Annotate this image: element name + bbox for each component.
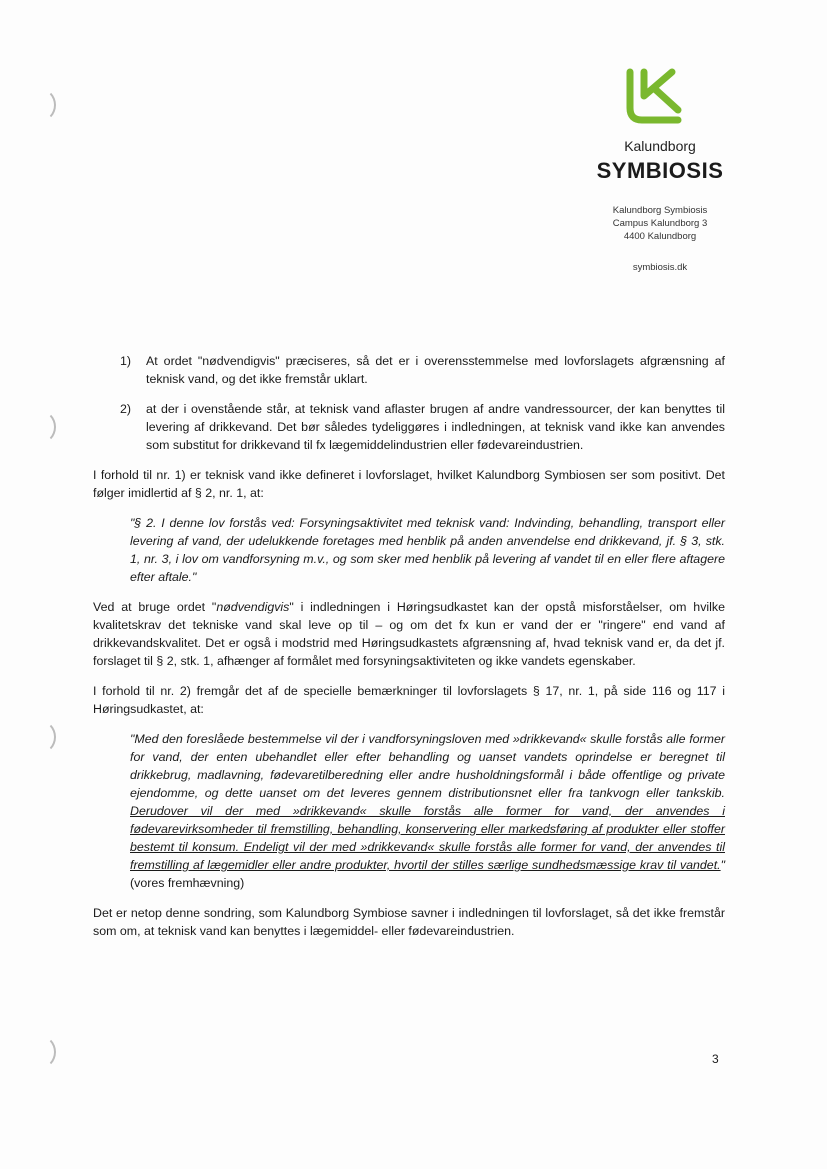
quoted-remarks — [130, 730, 725, 892]
brand-name: Kalundborg — [624, 138, 696, 154]
paragraph-text: Ved at bruge ordet " — [93, 600, 217, 614]
brand-title: SYMBIOSIS — [596, 158, 724, 183]
website-link[interactable]: symbiosis.dk — [632, 262, 688, 273]
list-number: 2) — [120, 402, 132, 416]
quote-text: "Med den foreslåede bestemmelse vil der i vandforsyningsloven med »drikkevand« skulle forstås alle former for vand, der enten ubehandlet eller efter behandling og uanset vandets oprindelse er beregnet til drikkebrug, madlavning, fødevaretilberedning eller andre husholdningsformål i både offentlige og private ejendomme, og dette uanset om det leveres gennem distributionsnet eller fra tankvogn eller tankskib. — [130, 732, 725, 800]
emphasis-note: (vores fremhævning) — [130, 876, 245, 890]
quote-underlined-text: Derudover vil der med »drikkevand« skulle forstås alle former for vand, der anvendes i fødevarevirksomheder til fremstilling, behandling, konservering eller markedsføring af produkter eller stoffer bestemt til konsum. Endeligt vil der med »drikkevand« skulle forstås alle former for vand, der anvendes til fremstilling af lægemidler eller andre produkter, hvortil der stilles særlige sundhedsmæssige krav til vandet. — [130, 804, 725, 872]
quoted-law-text: "§ 2. I denne lov forstås ved: Forsyningsaktivitet med teknisk vand: Indvinding, behandling, transport eller levering af vand, der udelukkende foretages med henblik på anden anvendelse end drikkevand, jf. § 3, stk. 1, nr. 3, i lov om vandforsyning m.v., og som sker med henblik på levering af vandet til en eller flere aftagere efter aftale." — [130, 516, 725, 584]
paragraph-text: " i indledningen i Høringsudkastet kan der opstå misforståelser, om hvilke kvalitetskrav det tekniske vand skal leve op til – og om det fx kun er vand der er "ringere" end vand af drikkevandskvalitet. Det er også i modstrid med Høringsudkastets afgrænsning af, hvad teknisk vand er, da det jf. forslaget til § 2, stk. 1, afhænger af formålet med forsyningsaktiviteten og ikke vandets egenskaber. — [93, 600, 725, 668]
punch-hole-mark — [24, 410, 56, 444]
paragraph: Det er netop denne sondring, som Kalundborg Symbiose savner i indledningen til lovforslaget, så det ikke fremstår som om, at teknisk vand kan benyttes i lægemiddel- eller fødevareindustrien. — [93, 906, 725, 938]
punch-hole-mark — [24, 1035, 56, 1069]
punch-hole-mark — [24, 88, 56, 122]
address-line: Kalundborg Symbiosis — [612, 205, 708, 216]
list-item — [93, 352, 725, 388]
paragraph — [93, 598, 725, 670]
quote-close: " — [720, 858, 725, 872]
paragraph: I forhold til nr. 2) fremgår det af de specielle bemærkninger til lovforslagets § 17, nr. 1, på side 116 og 117 i Høringsudkastet, at: — [93, 684, 725, 716]
letter-body — [93, 352, 725, 952]
paragraph: I forhold til nr. 1) er teknisk vand ikke defineret i lovforslaget, hvilket Kalundborg Symbiosen ser som positivt. Det følger imidlertid af § 2, nr. 1, at: — [93, 468, 725, 500]
list-item — [93, 400, 725, 454]
kalundborg-symbiosis-logo-icon — [620, 66, 690, 126]
address-line: Campus Kalundborg 3 — [612, 218, 708, 229]
list-text: at der i ovenstående står, at teknisk vand aflaster brugen af andre vandressourcer, der kan benyttes til levering af drikkevand. Det bør således tydeliggøres i indledningen, at teknisk vand ikke kan anvendes som substitut for drikkevand til fx lægemiddelindustrien eller fødevareindustrien. — [146, 402, 725, 452]
list-number: 1) — [120, 354, 132, 368]
page-number: 3 — [712, 1052, 719, 1066]
list-text: At ordet "nødvendigvis" præciseres, så det er i overensstemmelse med lovforslagets afgrænsning af teknisk vand, og det ikke fremstår uklart. — [146, 354, 725, 386]
sender-address — [580, 204, 740, 243]
emphasized-word: nødvendigvis — [216, 600, 290, 614]
address-line: 4400 Kalundborg — [623, 231, 697, 242]
punch-hole-mark — [24, 720, 56, 754]
